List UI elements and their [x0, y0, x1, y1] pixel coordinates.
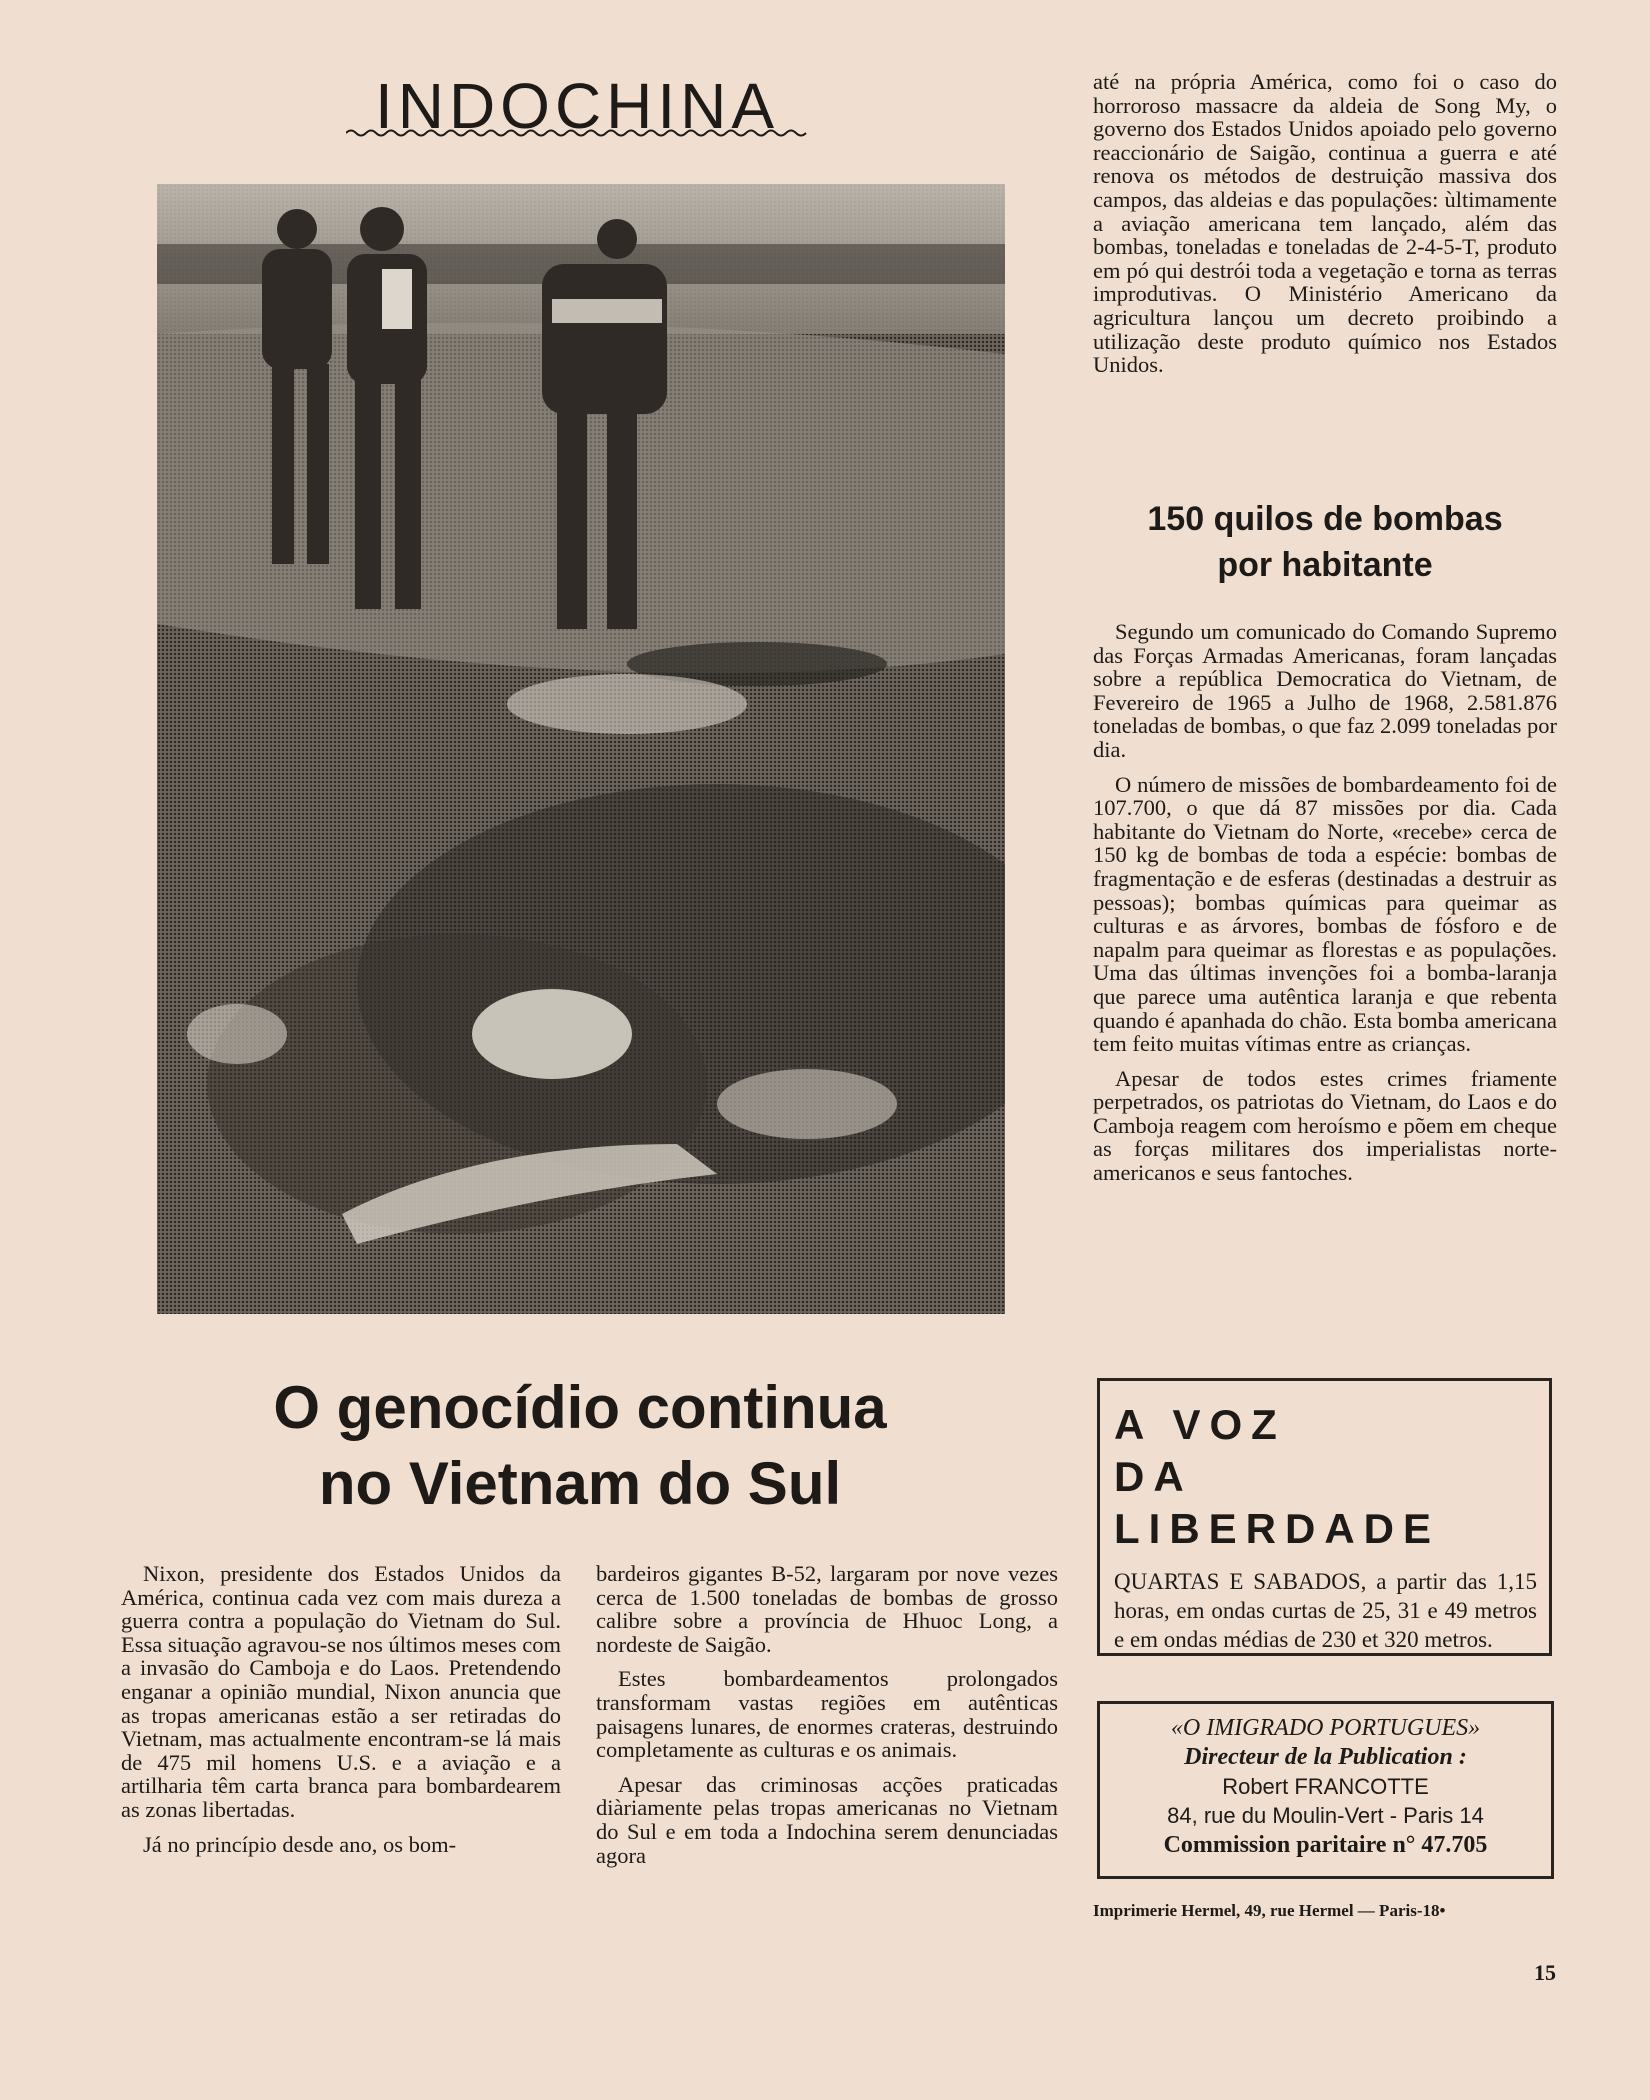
article-column-3 [1093, 70, 1557, 388]
article-column-2 [596, 1562, 1058, 1878]
radio-title-line2: DA LIBERDADE [1114, 1453, 1441, 1552]
article-paragraph: Segundo um comunicado do Comando Supremo das Forças Armadas Americanas, foram lançadas sobre a república Democratica do Vietnam, de Fevereiro de 1965 a Julho de 1968, 2.581.876 toneladas de bombas, o que faz 2.099 toneladas por dia. [1093, 619, 1557, 762]
subheading-line1: 150 quilos de bombas [1147, 500, 1503, 538]
printer-credit: Imprimerie Hermel, 49, rue Hermel — Paris-18• [1093, 1901, 1446, 1920]
article-paragraph: Nixon, presidente dos Estados Unidos da América, continua cada vez com mais dureza a guerra contra a população do Vietnam do Sul. Essa situação agravou-se nos últimos meses com a invasão do Camboja e do Laos. Pretendendo enganar a opinião mundial, Nixon anuncia que as tropas americanas estão a ser retiradas do Vietnam, mas actualmente encontram-se lá mais de 475 mil homens U.S. e a aviação e a artilharia têm carta branca para bombardearem as zonas libertadas. [121, 1561, 561, 1822]
headline-line2: no Vietnam do Sul [318, 1450, 842, 1517]
publication-info-box [1097, 1701, 1554, 1879]
article-paragraph: até na própria América, como foi o caso do horroroso massacre da aldeia de Song My, o governo dos Estados Unidos apoiado pelo governo reaccionário de Saigão, continua a guerra e até renova os métodos de destruição massiva dos campos, das aldeias e das populações: ùltimamente a aviação americana tem lançado, além das bombas, toneladas e toneladas de 2-4-5-T, produto em pó qui destrói toda a vegetação e torna as terras improdutivas. O Ministério Americano da agricultura lançou um decreto proibindo a utilização deste produto químico nos Estados Unidos. [1093, 69, 1557, 378]
radio-title-line1: A VOZ [1114, 1401, 1286, 1448]
war-photo [157, 184, 1005, 1314]
section-title: INDOCHINA [374, 70, 780, 142]
subheading-line2: por habitante [1217, 546, 1433, 584]
publication-commission: Commission paritaire n° 47.705 [1163, 1832, 1488, 1858]
subheading [1093, 496, 1557, 588]
publication-address: 84, rue du Moulin-Vert - Paris 14 [1167, 1803, 1484, 1828]
title-underline [346, 128, 808, 138]
article-column-3-continued [1093, 620, 1557, 1196]
publication-director-role: Directeur de la Publication : [1184, 1744, 1467, 1770]
page-number: 15 [1534, 1960, 1556, 1985]
headline-line1: O genocídio continua [273, 1374, 887, 1441]
article-paragraph: Apesar de todos estes crimes friamente perpetrados, os patriotas do Vietnam, do Laos e do Camboja reagem com heroísmo e põem em cheque as forças militares dos imperialistas norte-americanos e seus fantoches. [1093, 1065, 1557, 1186]
article-paragraph: Apesar das criminosas acções praticadas diàriamente pelas tropas americanas no Vietnam do Sul e em toda a Indochina serem denunciadas agora [596, 1771, 1058, 1868]
publication-director-name: Robert FRANCOTTE [1222, 1774, 1429, 1799]
radio-schedule: QUARTAS E SABADOS, a partir das 1,15 horas, em ondas curtas de 25, 31 e 49 metros e em ondas médias de 230 et 320 metros. [1114, 1569, 1537, 1652]
article-paragraph: bardeiros gigantes B-52, largaram por nove vezes cerca de 1.500 toneladas de bombas de grosso calibre sobre a província de Hhuoc Long, a nordeste de Saigão. [596, 1561, 1058, 1657]
article-paragraph: O número de missões de bombardeamento foi de 107.700, o que dá 87 missões por dia. Cada habitante do Vietnam do Norte, «recebe» cerca de 150 kg de bombas de toda a espécie: bombas de fragmentação e de esferas (destinadas a destruir as pessoas); bombas químicas para queimar as culturas e as árvores, bombas de fósforo e de napalm para queimar as florestas e as populações. Uma das últimas invenções foi a bomba-laranja que parece uma autêntica laranja e que rebenta quando é apanhada do chão. Esta bomba americana tem feito muitas vítimas entre as crianças. [1093, 771, 1557, 1057]
article-column-1 [121, 1562, 561, 1867]
article-paragraph: Já no princípio desde ano, os bom- [143, 1831, 457, 1857]
publication-title: «O IMIGRADO PORTUGUES» [1170, 1715, 1481, 1741]
headline [170, 1370, 990, 1522]
radio-announcement-box [1097, 1378, 1552, 1656]
article-paragraph: Estes bombardeamentos prolongados transformam vastas regiões em autênticas paisagens lunares, de enormes crateras, destruindo completamente as culturas e os animais. [596, 1666, 1058, 1763]
